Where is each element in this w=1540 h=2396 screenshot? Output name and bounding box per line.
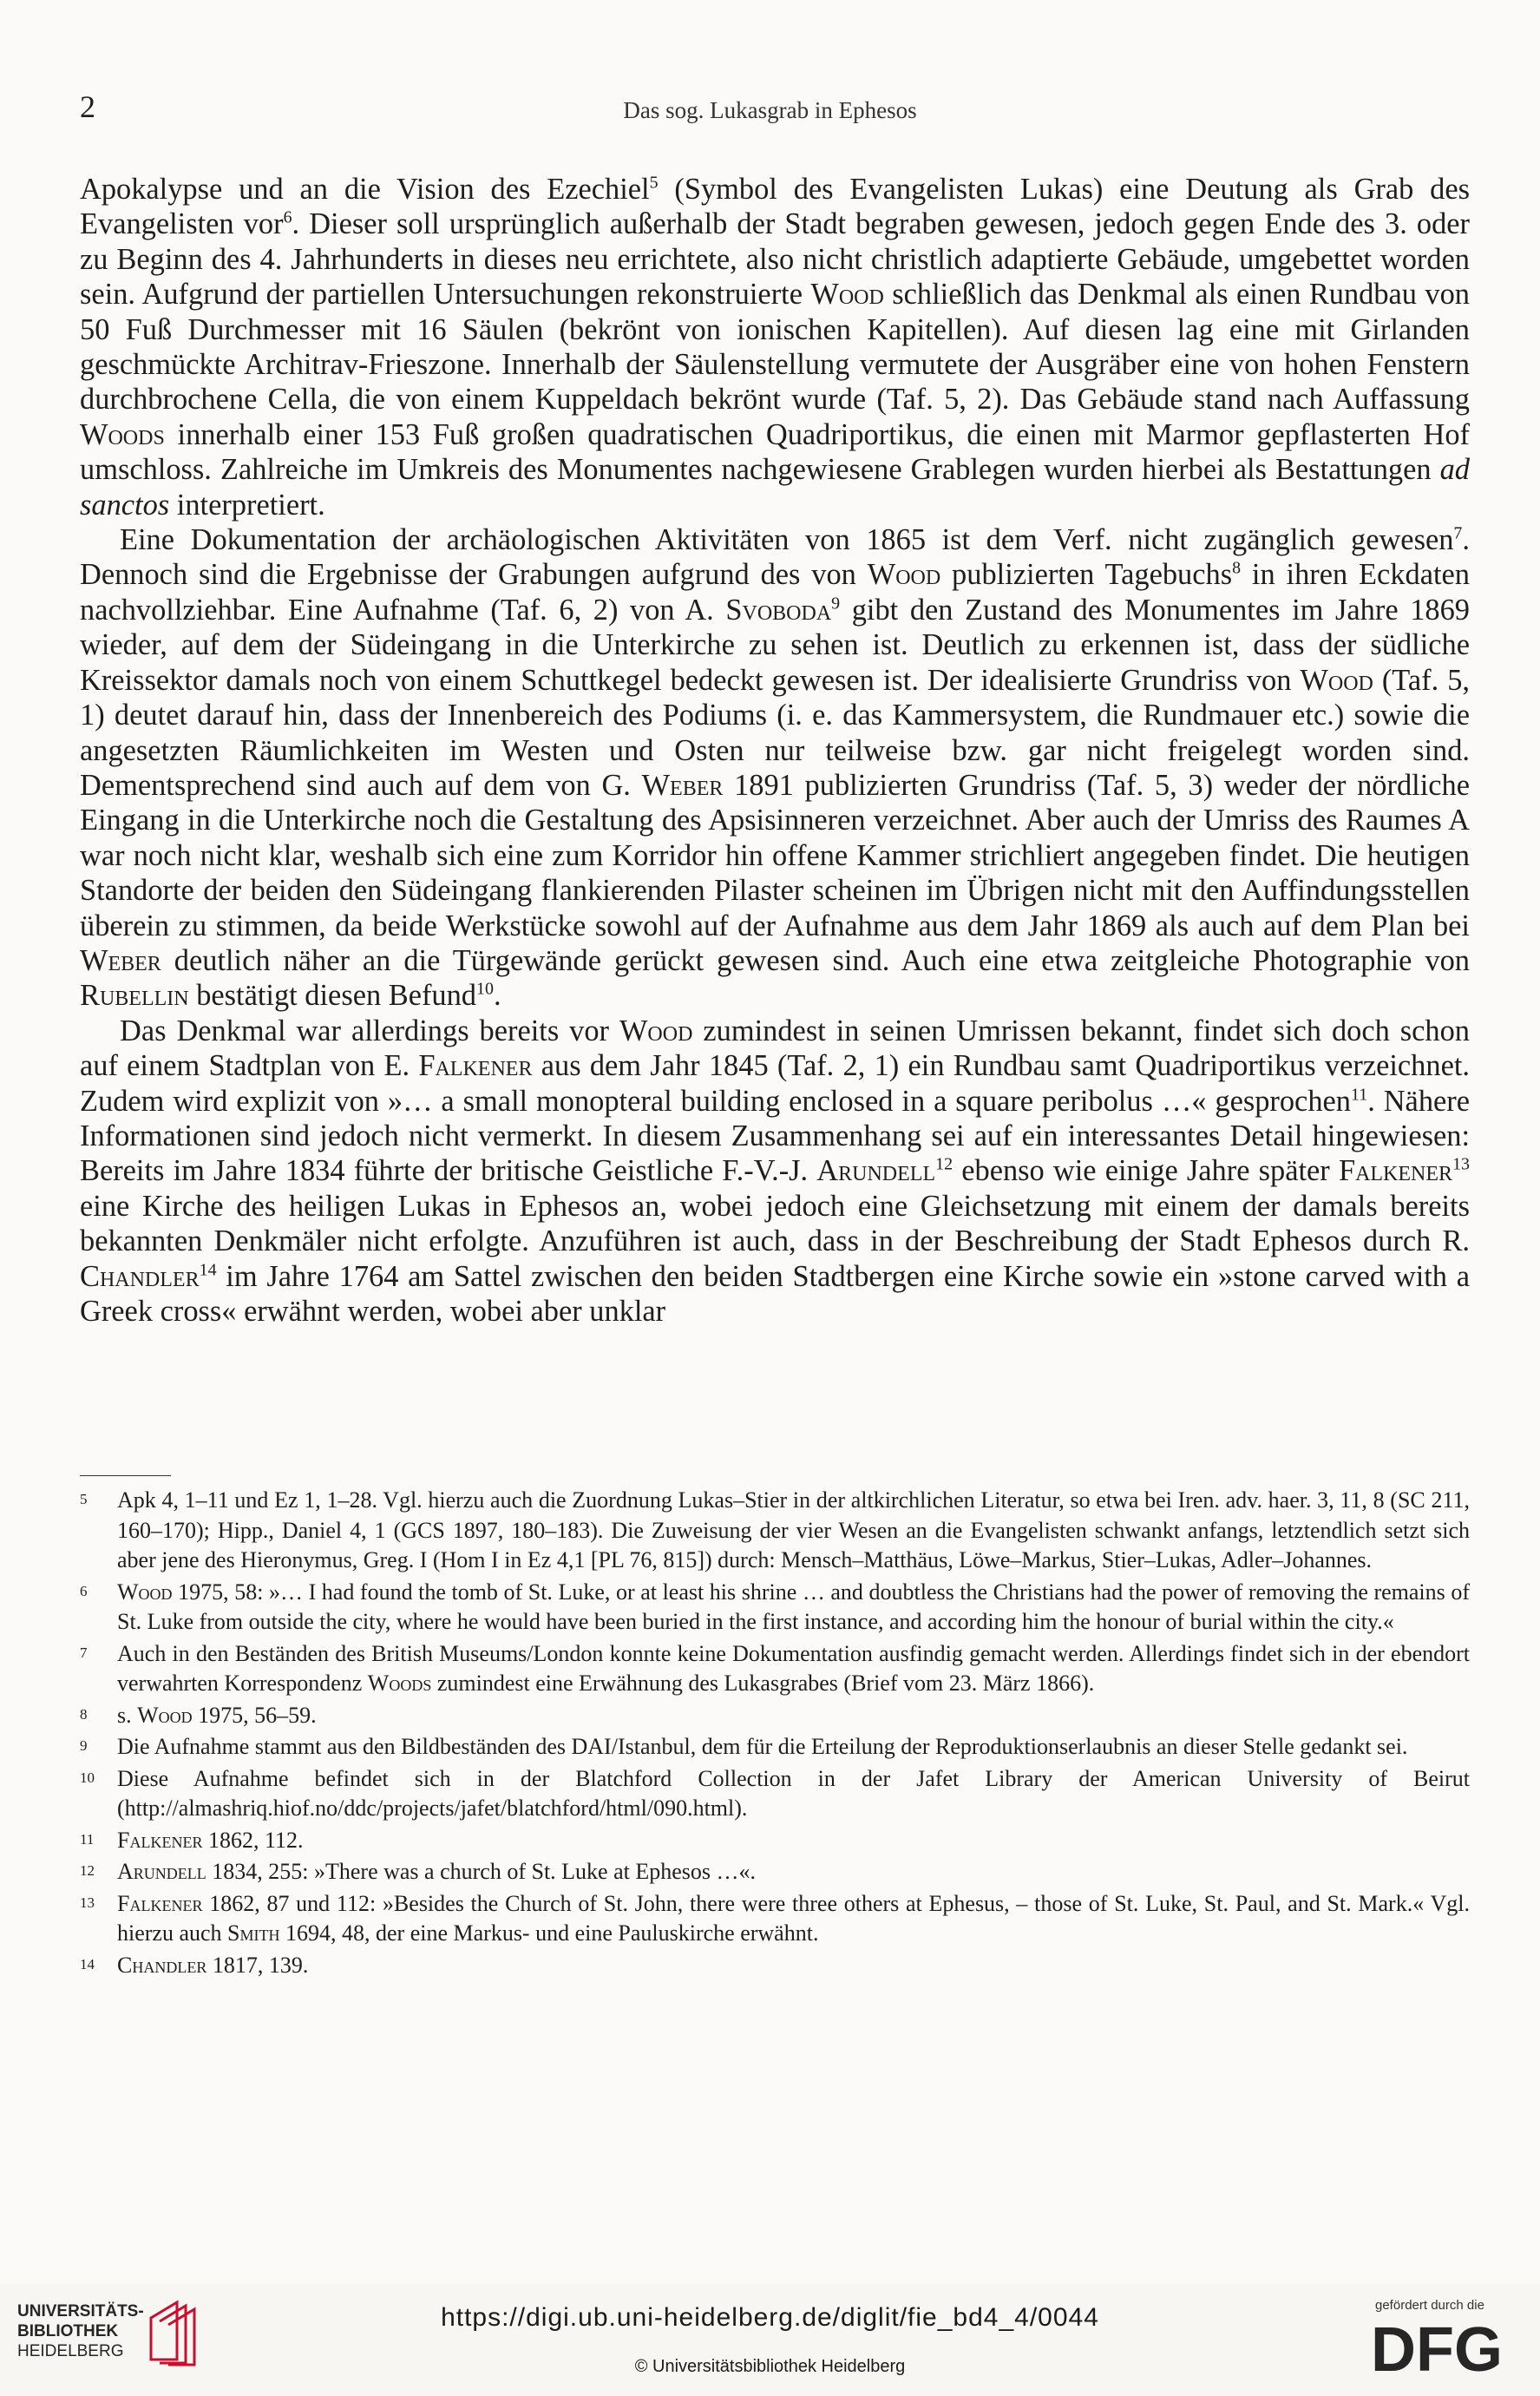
text-run: eine Kirche des heiligen Lukas in Ephesos an, wobei jedoch eine Gleichsetzung mit einem der damals bereits bekannten Denkmäler nicht erfolgte. Anzuführen ist auch, dass in der Beschreibung der Stadt Ephesos durch R. [80,1189,1470,1258]
footnote-divider [80,1475,171,1476]
author-name: Chandler [80,1259,200,1293]
text-run: . Dennoch sind die Ergebnisse der Grabungen aufgrund des von [80,523,1470,592]
text-run: 1975, 56–59. [192,1702,317,1728]
text-run: 1862, 87 und 112: »Besides the Church of St. John, there were three others at Ephesus, – those of St. Luke, St. Paul, and St. Mark.« Vgl. hierzu auch [117,1890,1470,1946]
footnote-text [117,1732,1470,1763]
footnote-number: 12 [80,1862,95,1879]
footnote-text [117,1951,1470,1981]
author-name: Wood [810,278,884,312]
footnote [80,1826,1470,1856]
footnote-ref: 10 [476,979,494,999]
footnote [80,1701,1470,1731]
text-run: Eine Dokumentation der archäologischen Aktivitäten von 1865 ist dem Verf. nicht zugänglich gewesen [120,523,1454,557]
footnote-text [117,1639,1470,1699]
footnote-text [117,1578,1470,1638]
text-run: schließlich das Denkmal als einen Rundbau von 50 Fuß Durchmesser mit 16 Säulen (bekrönt von ionischen Kapitellen). Auf diesen lag eine mit Girlanden geschmückte Architrav-Frieszone. Innerhalb der Säulenstellung vermutete der Ausgräber eine von hohen Fenstern durchbrochene Cella, die von einem Kuppeldach bekrönt wurde (Taf. 5, 2). Das Gebäude stand nach Auffassung [80,278,1470,417]
footnote-number: 5 [80,1491,88,1507]
library-name-line3: HEIDELBERG [17,2341,124,2360]
author-name: Wood [137,1702,193,1728]
text-run: 1817, 139. [206,1952,309,1978]
author-name: Wood [867,558,941,592]
text-run: zumindest eine Erwähnung des Lukasgrabes (Brief vom 23. März 1866). [431,1671,1095,1696]
footnote-number: 11 [80,1830,95,1848]
footnote-ref: 5 [649,173,659,193]
dfg-caption: gefördert durch die [1375,2298,1484,2313]
footnote-ref: 13 [1452,1155,1470,1175]
footnote-text [117,1889,1470,1949]
author-name: Woods [367,1671,432,1696]
footnote-ref: 7 [1453,523,1463,543]
footnote [80,1486,1470,1576]
author-name: Arundell [816,1154,936,1188]
author-name: Falkener [117,1890,203,1916]
page-url-link[interactable]: https://digi.ub.uni-heidelberg.de/diglit/fie_bd4_4/0044 [441,2303,1099,2332]
text-run: Apokalypse und an die Vision des Ezechiel [80,173,650,206]
text-run: Diese Aufnahme befindet sich in der Blatchford Collection in der Jafet Library der American University of Beirut (http://almashriq.hiof.no/ddc/projects/jafet/blatchford/html/090.html). [117,1765,1470,1821]
author-name: Falkener [117,1827,203,1853]
text-run: im Jahre 1764 am Sattel zwischen den beiden Stadtbergen eine Kirche sowie ein »stone carved with a Greek cross« erwähnt werden, wobei aber unklar [80,1259,1470,1328]
text-run: Das Denkmal war allerdings bereits vor [120,1014,619,1047]
footnote [80,1764,1470,1824]
author-name: Wood [1300,663,1373,697]
text-run: bestätigt diesen Befund [188,979,477,1013]
author-name: Weber [641,768,724,802]
paragraph-2 [80,522,1470,1014]
text-run: zumindest in seinen Umrissen bekannt, findet sich doch schon auf einem Stadtplan von E. [80,1014,1470,1083]
footnote [80,1889,1470,1949]
footnote-text [117,1826,1470,1856]
footnote-number: 14 [80,1955,95,1973]
text-run: in ihren Eckdaten nachvollziehbar. Eine Aufnahme (Taf. 6, 2) von A. [80,558,1470,627]
text-run: (Taf. 5, 1) deutet darauf hin, dass der Innenbereich des Podiums (i. e. das Kammersystem, die Rundmauer etc.) sowie die angesetzten Räumlichkeiten im Westen und Osten nur teilweise bzw. gar nicht freigelegt worden sind. Dementsprechend sind auch auf dem von G. [80,663,1470,802]
text-run: . [493,979,501,1013]
footnote-ref: 8 [1232,559,1242,579]
author-name: Falkener [418,1049,533,1083]
footnote-ref: 14 [199,1260,217,1280]
footnote-text [117,1486,1470,1576]
italic-term: ad sanctos [80,453,1470,522]
footnote-text [117,1857,1470,1887]
footnote [80,1857,1470,1887]
text-run: Die Aufnahme stammt aus den Bildbeständen des DAI/Istanbul, dem für die Erteilung der Reproduktionserlaubnis an dieser Stelle gedankt sei. [117,1734,1408,1759]
author-name: Svoboda [725,593,832,627]
footnote-number: 10 [80,1769,95,1786]
footnote-number: 6 [80,1582,88,1599]
text-run: (Symbol des Evangelisten Lukas) eine Deutung als Grab des Evangelisten vor [80,173,1471,241]
footnote [80,1578,1470,1638]
footnote-text [117,1701,1470,1731]
text-run: interpretiert. [169,488,325,522]
text-run: ebenso wie einige Jahre später [953,1154,1339,1188]
text-run: 1862, 112. [202,1827,304,1853]
footnote-ref: 9 [831,594,841,614]
text-run: . Nähere Informationen sind jedoch nicht vermerkt. In diesem Zusammenhang sei auf ein interessantes Detail hingewiesen: Bereits im Jahre 1834 führte der britische Geistliche F.-V.-J. [80,1084,1470,1188]
text-run: s. [117,1702,138,1728]
footnote-text [117,1764,1470,1824]
footnote-number: 7 [80,1644,88,1661]
text-run: 1834, 255: »There was a church of St. Luke at Ephesos …«. [206,1859,757,1884]
author-name: Falkener [1338,1154,1453,1188]
running-head: Das sog. Lukasgrab in Ephesos [623,97,917,123]
paragraph-1 [80,172,1470,522]
footer-bar [0,2284,1540,2396]
author-name: Rubellin [80,979,189,1013]
footnote-ref: 12 [935,1155,953,1175]
main-text [80,172,1470,1329]
text-run: Apk 4, 1–11 und Ez 1, 1–28. Vgl. hierzu auch die Zuordnung Lukas–Stier in der altkirchlichen Literatur, so etwa bei Iren. adv. haer. 3, 11, 8 (SC 211, 160–170); Hipp., Daniel 4, 1 (GCS 1897, 180–183). Die Zuweisung der vier Wesen an die Evangelisten schwankt anfangs, letztendlich setzt sich aber jene des Hieronymus, Greg. I (Hom I in Ez 4,1 [PL 76, 815]) durch: Mensch–Matthäus, Löwe–Markus, Stier–Lukas, Adler–Johannes. [117,1487,1470,1572]
text-run: 1891 publizierten Grundriss (Taf. 5, 3) weder der nördliche Eingang in die Unterkirche noch die Gestaltung des Apsisinneren verzeichnet. Aber auch der Umriss des Raumes A war noch nicht klar, weshalb sich eine zum Korridor hin offene Kammer strichliert angegeben findet. Die heutigen Standorte der beiden den Südeingang flankierenden Pilaster scheinen im Übrigen nicht mit den Auffindungsstellen überein zu stimmen, da beide Werkstücke sowohl auf der Aufnahme aus dem Jahr 1869 als auch auf dem Plan bei [80,768,1470,942]
footnote [80,1951,1470,1981]
page-number: 2 [80,89,95,124]
author-name: Wood [117,1579,173,1605]
copyright-notice: © Universitätsbibliothek Heidelberg [634,2357,906,2376]
library-name-line2: BIBLIOTHEK [17,2321,119,2340]
text-run: gibt den Zustand des Monumentes im Jahre 1869 wieder, auf dem der Südeingang in die Unterkirche zu sehen ist. Deutlich zu erkennen ist, dass der südliche Kreissektor damals noch von einem Schuttkegel bedeckt gewesen ist. Der idealisierte Grundriss von [80,593,1470,697]
dfg-logo-text: DFG [1371,2317,1503,2376]
text-run: Auch in den Beständen des British Museums/London konnte keine Dokumentation ausfindig gemacht werden. Allerdings findet sich in der ebendort verwahrten Korrespondenz [117,1640,1470,1696]
text-run: aus dem Jahr 1845 (Taf. 2, 1) ein Rundbau samt Quadriportikus verzeichnet. Zudem wird explizit von »… a small monopteral building enclosed in a square peribolus …« gesprochen [80,1049,1470,1118]
author-name: Smith [227,1920,280,1946]
footnote [80,1639,1470,1699]
footnote-number: 8 [80,1705,88,1723]
text-run: 1694, 48, der eine Markus- und eine Pauluskirche erwähnt. [279,1920,819,1946]
footnote-number: 9 [80,1737,88,1754]
footnotes [80,1486,1470,1982]
author-name: Weber [80,943,161,977]
footnote [80,1732,1470,1763]
text-run: deutlich näher an die Türgewände gerückt gewesen sind. Auch eine etwa zeitgleiche Photographie von [161,943,1470,977]
footnote-ref: 6 [283,208,292,228]
author-name: Woods [80,417,165,451]
author-name: Arundell [117,1859,206,1884]
text-run: . Dieser soll ursprünglich außerhalb der Stadt begraben gewesen, jedoch gegen Ende des 3. oder zu Beginn des 4. Jahrhunderts in dieses neu errichtete, also nicht christlich adaptierte Gebäude, umgebettet worden sein. Aufgrund der partiellen Untersuchungen rekonstruierte [80,207,1470,312]
dfg-logo[interactable] [1371,2317,1510,2376]
author-name: Wood [619,1014,693,1047]
text-run: publizierten Tagebuchs [940,558,1233,592]
footnote-number: 13 [80,1894,95,1911]
author-name: Chandler [117,1952,207,1978]
text-run: 1975, 58: »… I had found the tomb of St. Luke, or at least his shrine … and doubtless the Christians had the power of removing the remains of St. Luke from outside the city, where he would have been buried in the first instance, and according him the honour of burial within the city.« [117,1579,1470,1634]
library-name-line1: UNIVERSITÄTS- [17,2301,144,2321]
footnote-ref: 11 [1350,1085,1368,1105]
text-run: innerhalb einer 153 Fuß großen quadratischen Quadriportikus, die einen mit Marmor gepflasterten Hof umschloss. Zahlreiche im Umkreis des Monumentes nachgewiesene Grablegen wurden hierbei als Bestattungen [80,417,1470,487]
paragraph-3 [80,1014,1470,1329]
